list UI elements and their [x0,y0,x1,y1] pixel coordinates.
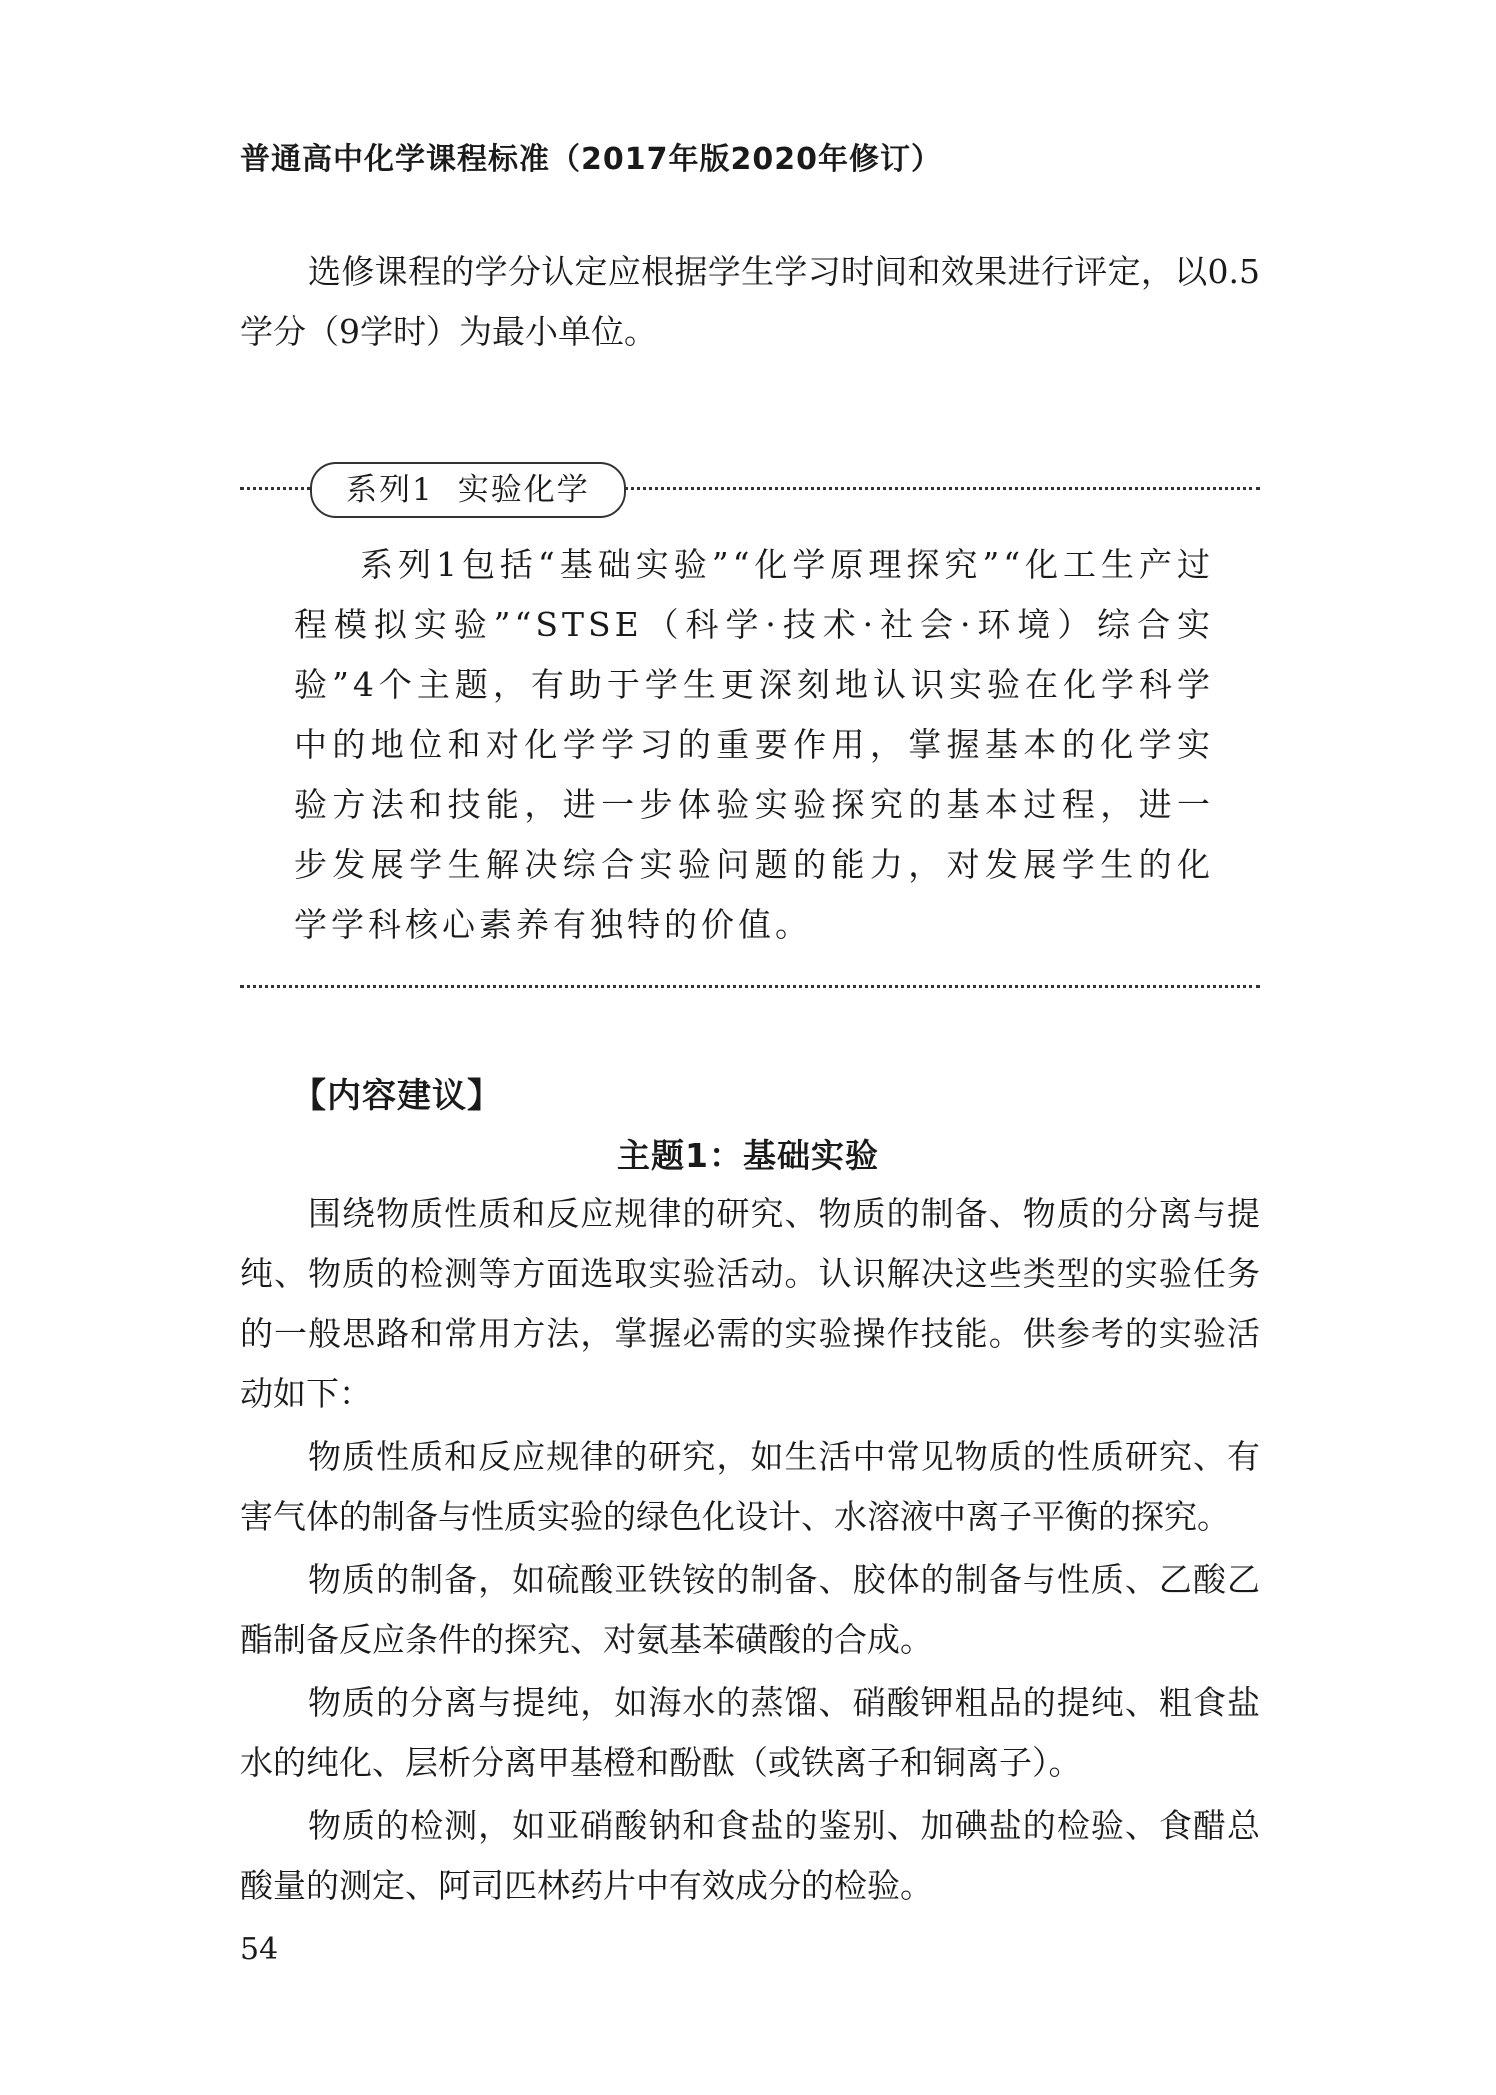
series-tab-number: 系列1 [346,472,434,508]
section-label: 【内容建议】 [292,1076,502,1116]
topic-title: 主题1：基础实验 [617,1136,879,1175]
content-paragraph: 围绕物质性质和反应规律的研究、物质的制备、物质的分离与提纯、物质的检测等方面选取实验活动。认识解决这些类型的实验任务的一般思路和常用方法，掌握必需的实验操作技能。供参考的实验活动如下： [240,1194,1260,1413]
content-paragraph: 物质性质和反应规律的研究，如生活中常见物质的性质研究、有害气体的制备与性质实验的绿色化设计、水溶液中离子平衡的探究。 [240,1437,1260,1536]
running-header: 普通高中化学课程标准（2017年版2020年修订） [240,142,942,177]
series-box-bottom-rule [240,985,1260,988]
intro-paragraph: 选修课程的学分认定应根据学生学习时间和效果进行评定，以0.5学分（9学时）为最小单位。 [240,252,1260,351]
series-tab-label [310,462,626,518]
content-paragraph: 物质的检测，如亚硝酸钠和食盐的鉴别、加碘盐的检验、食醋总酸量的测定、阿司匹林药片中有效成分的检验。 [240,1806,1260,1905]
series-description: 系列1包括“基础实验”“化学原理探究”“化工生产过程模拟实验”“STSE（科学·技术·社会·环境）综合实验”4个主题，有助于学生更深刻地认识实验在化学科学中的地位和对化学学习的重要作用，掌握基本的化学实验方法和技能，进一步体验实验探究的基本过程，进一步发展学生解决综合实验问题的能力，对发展学生的化学学科核心素养有独特的价值。 [294,545,1214,944]
content-paragraph: 物质的分离与提纯，如海水的蒸馏、硝酸钾粗品的提纯、粗食盐水的纯化、层析分离甲基橙和酚酞（或铁离子和铜离子）。 [240,1683,1260,1782]
series-tab-name: 实验化学 [457,472,590,508]
page-number: 54 [240,1932,279,1967]
content-paragraph: 物质的制备，如硫酸亚铁铵的制备、胶体的制备与性质、乙酸乙酯制备反应条件的探究、对氨基苯磺酸的合成。 [240,1560,1260,1659]
